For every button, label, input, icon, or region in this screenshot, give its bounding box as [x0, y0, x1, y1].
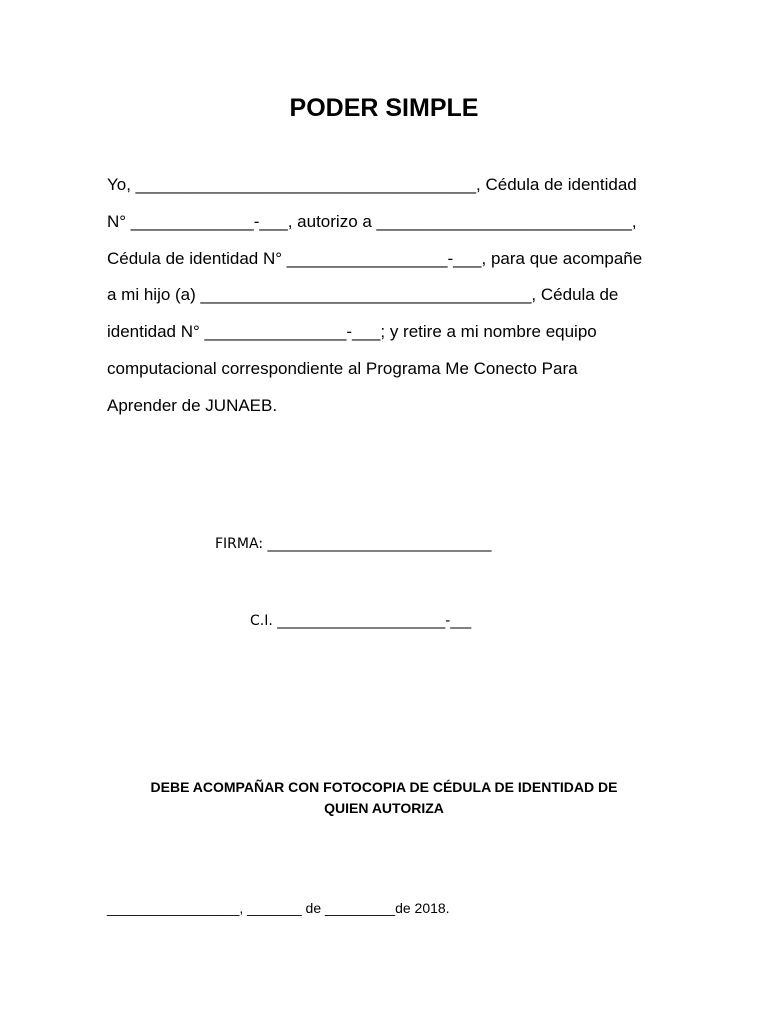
body-line: N° _____________-___, autorizo a ___________________________, [107, 211, 637, 231]
body-line: Aprender de JUNAEB. [107, 395, 278, 415]
body-line: Cédula de identidad N° _________________-___, para que acompañe [107, 248, 643, 268]
body-line: identidad N° _______________-___; y retire a mi nombre equipo [107, 322, 597, 342]
body-line: computacional correspondiente al Programa Me Conecto Para [107, 358, 578, 378]
document-title: PODER SIMPLE [289, 94, 479, 122]
notice-text [0, 777, 768, 819]
body-line: a mi hijo (a) ___________________________________, Cédula de [107, 285, 619, 305]
body-line: Yo, ____________________________________, Cédula de identidad [107, 175, 637, 194]
document-body [107, 167, 687, 425]
notice-line: DEBE ACOMPAÑAR CON FOTOCOPIA DE CÉDULA DE IDENTIDAD DE [150, 779, 618, 795]
notice-line: QUIEN AUTORIZA [324, 800, 444, 816]
signature-line: FIRMA: ________________________________ [215, 536, 492, 552]
date-line: _________________, _______ de _________de 2018. [107, 900, 450, 916]
id-number-line: C.I. ________________________-___ [250, 613, 472, 629]
